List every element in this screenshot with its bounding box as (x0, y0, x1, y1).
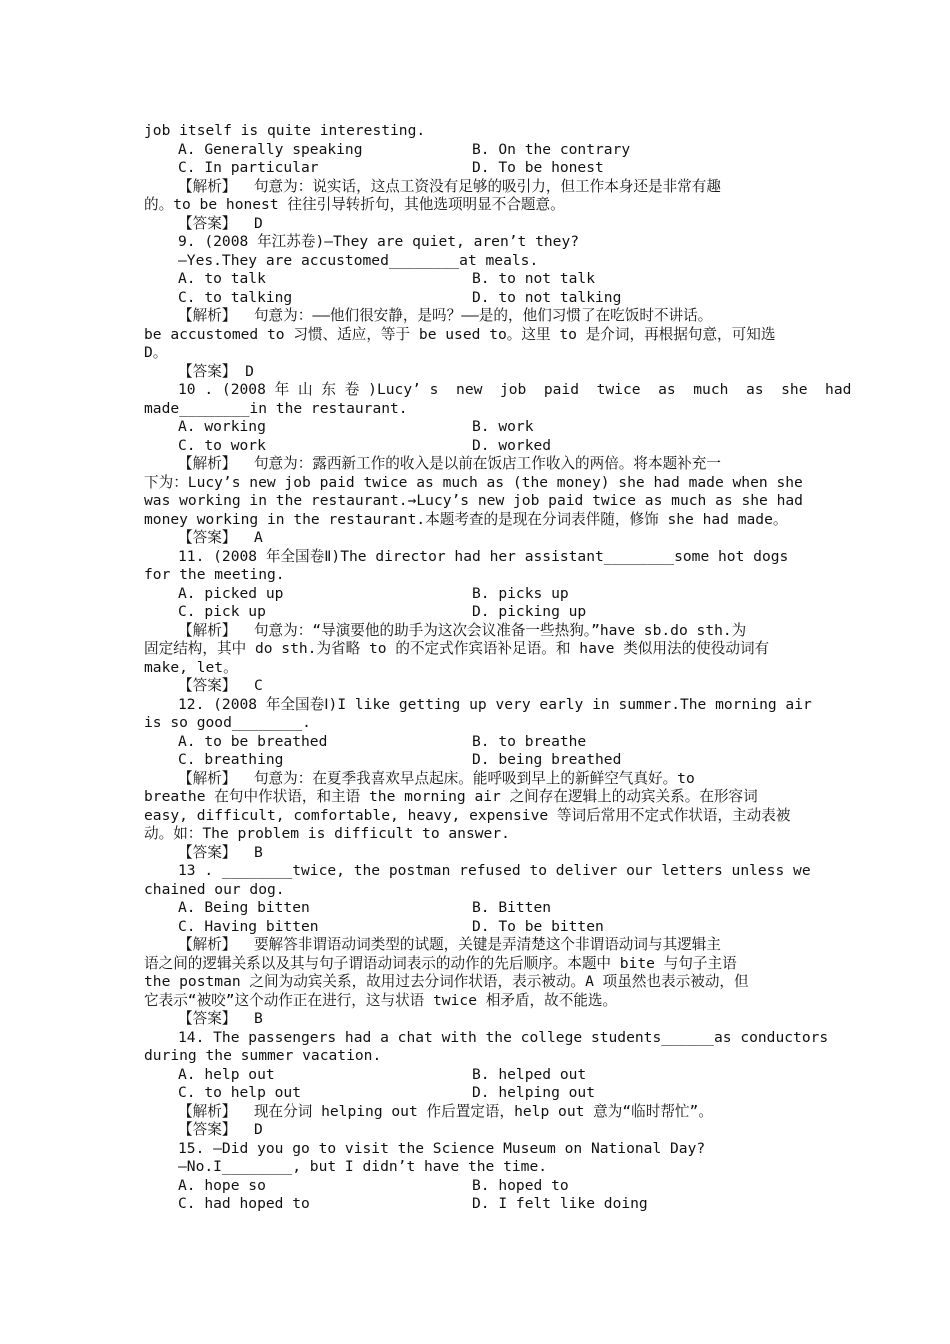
option-d: D. picking up (472, 603, 587, 620)
options-row (144, 1084, 808, 1103)
explanation-line: 下为：Lucy’s new job paid twice as much as (the money) she had made when she (144, 473, 803, 491)
option-b: B. hoped to (472, 1176, 569, 1194)
answer-line: 【答案】 C (178, 677, 263, 694)
options-row (144, 141, 808, 160)
option-a: A. picked up (178, 584, 284, 602)
option-a: A. Being bitten (178, 899, 310, 916)
option-c: C. had hoped to (178, 1195, 310, 1212)
question-stem: 15. —Did you go to visit the Science Museum on National Day? (178, 1139, 706, 1157)
option-b: B. helped out (472, 1065, 587, 1083)
question-stem: 14. The passengers had a chat with the college students______as conductors (178, 1028, 829, 1046)
options-row (144, 585, 808, 604)
option-c: C. to talking (178, 288, 293, 306)
explanation-line: 【解析】 句意为：“导演要他的助手为这次会议准备一些热狗。”have sb.do sth.为 (178, 621, 747, 639)
options-row (144, 1177, 808, 1196)
question-stem: —No.I________, but I didn’t have the time. (178, 1158, 548, 1175)
option-d: D. to not talking (472, 288, 622, 306)
options-row (144, 751, 808, 770)
document-page (144, 122, 852, 1214)
answer-line: 【答案】 B (178, 1010, 263, 1027)
option-b: B. Bitten (472, 899, 552, 916)
option-a: A. Generally speaking (178, 140, 363, 158)
option-d: D. To be honest (472, 159, 604, 176)
options-row (144, 1066, 808, 1085)
explanation-line: 【解析】 句意为：在夏季我喜欢早点起床。能呼吸到早上的新鲜空气真好。to (178, 769, 695, 787)
option-b: B. to not talk (472, 270, 596, 287)
explanation-line: easy, difficult, comfortable, heavy, expensive 等词后常用不定式作状语，主动表被 (144, 806, 791, 824)
explanation-line: 语之间的逻辑关系以及其与句子谓语动词表示的动作的先后顺序。本题中 bite 与句子主语 (144, 954, 737, 972)
question-stem: —Yes.They are accustomed________at meals. (178, 251, 539, 269)
question-stem: made________in the restaurant. (144, 399, 408, 417)
options-row (144, 159, 808, 178)
answer-line: 【答案】 A (178, 529, 263, 546)
explanation-line: the postman 之间为动宾关系，故用过去分词作状语，表示被动。A 项虽然也表示被动，但 (144, 973, 749, 990)
option-b: B. work (472, 418, 534, 435)
answer-line: 【答案】 B (178, 843, 263, 861)
explanation-line: 【解析】 句意为：说实话，这点工资没有足够的吸引力，但工作本身还是非常有趣 (178, 177, 721, 195)
explanation-line: 【解析】 句意为：——他们很安静，是吗？——是的，他们习惯了在吃饭时不讲话。 (178, 307, 713, 324)
option-c: C. pick up (178, 603, 266, 620)
option-a: A. to talk (178, 270, 266, 287)
option-a: A. hope so (178, 1176, 266, 1194)
explanation-line: 的。to be honest 往往引导转折句，其他选项明显不合题意。 (144, 196, 565, 213)
option-c: C. to work (178, 436, 266, 454)
option-a: A. to be breathed (178, 732, 328, 750)
option-c: C. Having bitten (178, 917, 319, 935)
options-row (144, 733, 808, 752)
options-row (144, 1195, 808, 1214)
options-row (144, 418, 808, 437)
explanation-line: 它表示“被咬”这个动作正在进行，这与状语 twice 相矛盾，故不能选。 (144, 991, 618, 1009)
question-stem: during the summer vacation. (144, 1047, 382, 1064)
option-c: C. In particular (178, 159, 319, 176)
option-b: B. picks up (472, 584, 569, 602)
explanation-line: money working in the restaurant.本题考查的是现在分词表伴随，修饰 she had made。 (144, 510, 788, 528)
options-row (144, 270, 808, 289)
options-row (144, 437, 808, 456)
explanation-line: breathe 在句中作状语，和主语 the morning air 之间存在逻辑上的动宾关系。在形容词 (144, 788, 758, 805)
option-d: D. To be bitten (472, 917, 604, 935)
question-stem: 9. (2008 年江苏卷)—They are quiet, aren’t they? (178, 233, 580, 250)
option-d: D. helping out (472, 1084, 596, 1101)
options-row (144, 899, 808, 918)
explanation-line: 【解析】 句意为：露西新工作的收入是以前在饭店工作收入的两倍。将本题补充一 (178, 455, 721, 472)
question-stem: chained our dog. (144, 880, 285, 898)
explanation-line: D。 (144, 344, 168, 361)
explanation-line: be accustomed to 习惯、适应，等于 be used to。这里 to 是介词，再根据句意，可知选 (144, 325, 776, 343)
option-d: D. being breathed (472, 751, 622, 768)
options-row (144, 918, 808, 937)
options-row (144, 603, 808, 622)
answer-line: 【答案】 D (178, 1121, 263, 1138)
option-d: D. worked (472, 436, 552, 454)
question-stem: 11. (2008 年全国卷Ⅱ)The director had her assistant________some hot dogs (178, 547, 789, 565)
explanation-line: 【解析】 现在分词 helping out 作后置定语，help out 意为“临时帮忙”。 (178, 1102, 713, 1120)
explanation-line: was working in the restaurant.→Lucy’s new job paid twice as much as she had (144, 492, 803, 509)
option-d: D. I felt like doing (472, 1195, 648, 1212)
explanation-line: 动。如：The problem is difficult to answer. (144, 825, 510, 842)
question-stem: 13 . ________twice, the postman refused to deliver our letters unless we (178, 862, 811, 879)
question-stem: 12. (2008 年全国卷Ⅰ)I like getting up very early in summer.The morning air (178, 695, 812, 713)
explanation-line: make, let。 (144, 658, 238, 676)
explanation-line: 【解析】 要解答非谓语动词类型的试题，关键是弄清楚这个非谓语动词与其逻辑主 (178, 936, 721, 953)
options-row (144, 289, 808, 308)
option-c: C. breathing (178, 751, 284, 768)
text-line: job itself is quite interesting. (144, 122, 426, 139)
question-stem: 10 . (2008 年 山 东 卷 )Lucy’ s new job paid twice as much as she had (178, 381, 852, 398)
option-b: B. On the contrary (472, 140, 631, 158)
answer-line: 【答案】 D (178, 362, 254, 380)
option-a: A. working (178, 418, 266, 435)
option-c: C. to help out (178, 1084, 302, 1101)
option-b: B. to breathe (472, 732, 587, 750)
question-stem: for the meeting. (144, 566, 285, 583)
answer-line: 【答案】 D (178, 214, 263, 232)
question-stem: is so good________. (144, 714, 311, 731)
explanation-line: 固定结构，其中 do sth.为省略 to 的不定式作宾语补足语。和 have 类似用法的使役动词有 (144, 640, 770, 657)
option-a: A. help out (178, 1065, 275, 1083)
